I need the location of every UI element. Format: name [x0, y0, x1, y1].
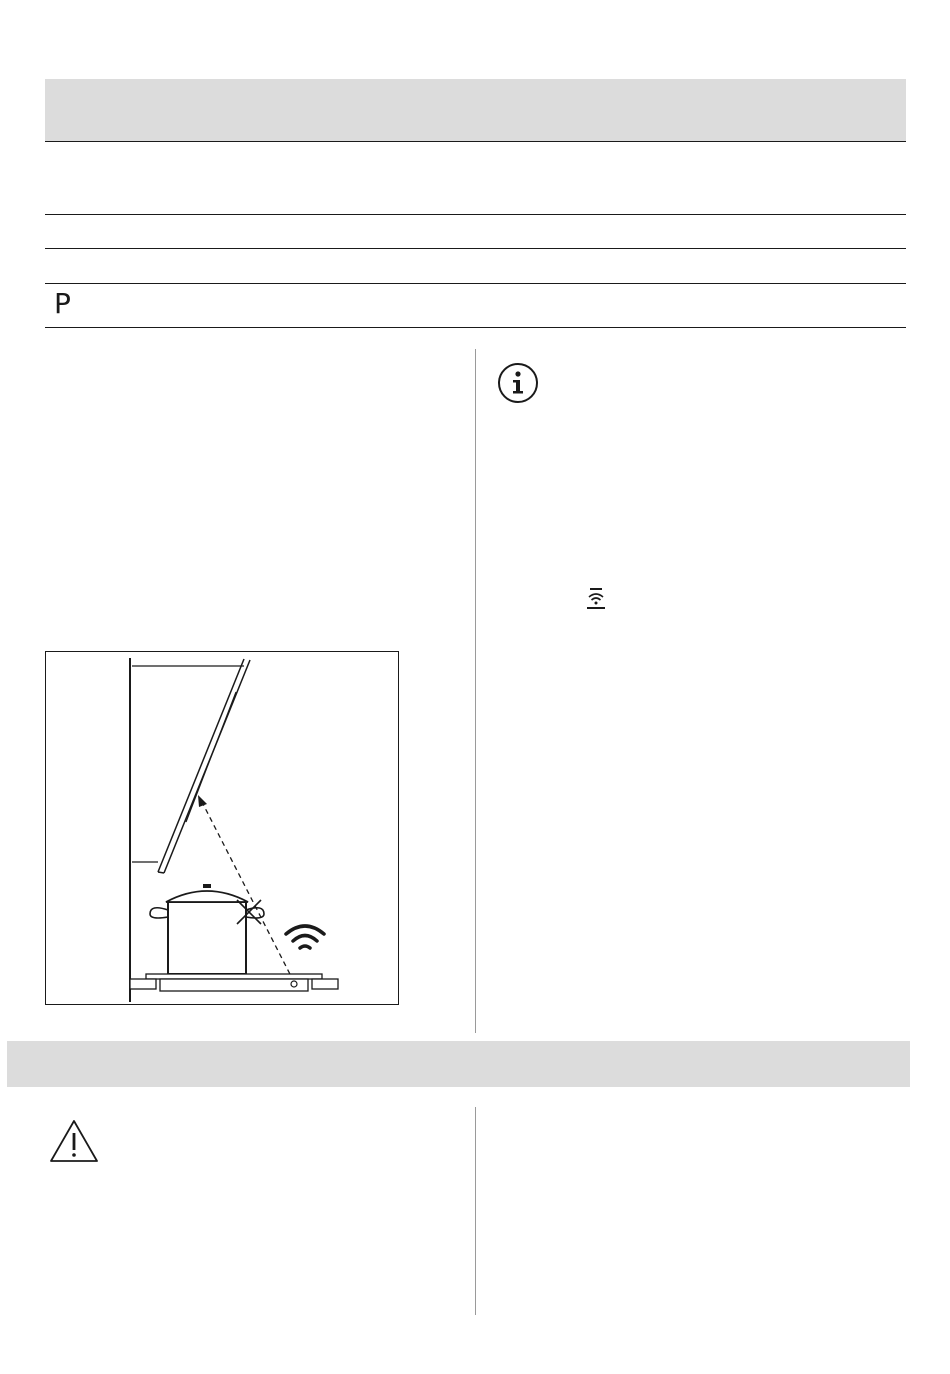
hood-hob-illustration: [45, 651, 399, 1005]
table-rule: [45, 283, 906, 284]
hob2hood-icon: [585, 587, 607, 611]
warning-icon: [49, 1119, 99, 1163]
table-rule: [45, 248, 906, 249]
table-rule: [45, 327, 906, 328]
info-icon: [497, 362, 539, 404]
table-row-label: P: [54, 287, 71, 320]
column-divider: [475, 1107, 476, 1315]
column-divider: [475, 349, 476, 1033]
wifi-signal-icon: [282, 920, 328, 954]
section-header-band: [7, 1041, 910, 1087]
table-rule: [45, 214, 906, 215]
table-header-band: [45, 79, 906, 141]
table-rule: [45, 141, 906, 142]
